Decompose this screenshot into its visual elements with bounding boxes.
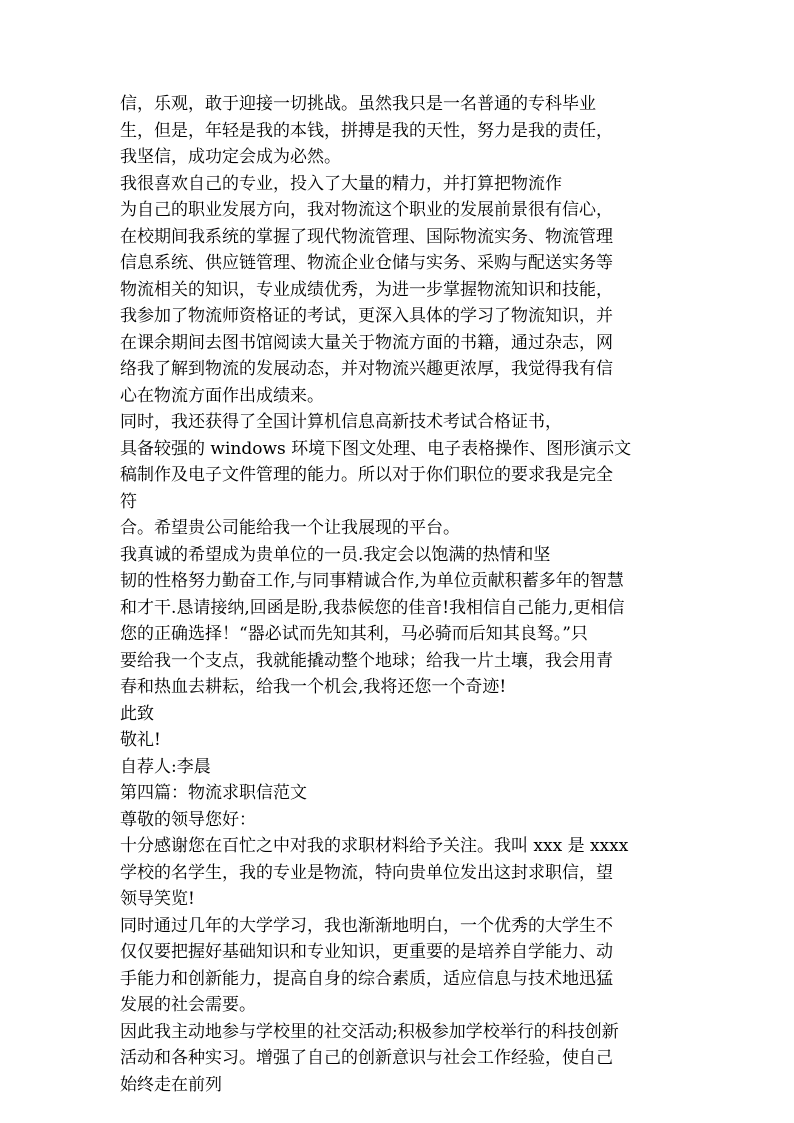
- text-line: 您的正确选择！“器必试而先知其利，马必骑而后知其良驽。”只: [120, 624, 588, 644]
- text-line: 学校的名学生，我的专业是物流，特向贵单位发出这封求职信，望: [120, 862, 613, 883]
- text-line: 心在物流方面作出成绩来。: [120, 385, 324, 406]
- text-line: 手能力和创新能力，提高自身的综合素质，适应信息与技术地迅猛: [120, 968, 613, 989]
- text-line: 因此我主动地参与学校里的社交活动;积极参加学校举行的科技创新: [120, 1021, 619, 1042]
- text-line: 第四篇：物流求职信范文: [120, 783, 307, 803]
- text-line: 我很喜欢自己的专业，投入了大量的精力，并打算把物流作: [120, 173, 562, 194]
- text-line: 在校期间我系统的掌握了现代物流管理、国际物流实务、物流管理: [120, 226, 613, 247]
- text-line: 要给我一个支点，我就能撬动整个地球；给我一片土壤，我会用青: [120, 650, 613, 671]
- text-line: 具备较强的 windows 环境下图文处理、电子表格操作、图形演示文: [120, 438, 632, 459]
- text-line: 同时，我还获得了全国计算机信息高新技术考试合格证书，: [120, 412, 562, 432]
- text-line: 十分感谢您在百忙之中对我的求职材料给予关注。我叫 xxx 是 xxxx: [120, 836, 629, 856]
- text-line: 在课余期间去图书馆阅读大量关于物流方面的书籍，通过杂志，网: [120, 332, 613, 353]
- text-line: 此致: [120, 703, 154, 724]
- text-line: 领导笑览!: [120, 889, 195, 909]
- text-line: 我真诚的希望成为贵单位的一员.我定会以饱满的热情和坚: [120, 544, 551, 565]
- text-line: 合。希望贵公司能给我一个让我展现的平台。: [120, 518, 460, 538]
- text-line: 我坚信，成功定会成为必然。: [120, 147, 341, 167]
- text-line: 自荐人:李晨: [120, 756, 211, 777]
- text-line: 符: [120, 491, 137, 512]
- text-line: 始终走在前列: [120, 1074, 222, 1095]
- document-body: [120, 91, 680, 1098]
- text-line: 我参加了物流师资格证的考试，更深入具体的学习了物流知识，并: [120, 306, 613, 326]
- text-line: 和才干.恳请接纳,回函是盼,我恭候您的佳音!我相信自己能力,更相信: [120, 597, 625, 618]
- text-line: 活动和各种实习。增强了自己的创新意识与社会工作经验，使自己: [120, 1048, 613, 1068]
- text-line: 信，乐观，敢于迎接一切挑战。虽然我只是一名普通的专科毕业: [120, 94, 596, 114]
- text-line: 生，但是，年轻是我的本钱，拼搏是我的天性，努力是我的责任，: [120, 120, 613, 141]
- text-line: 韧的性格努力勤奋工作,与同事精诚合作,为单位贡献积蓄多年的智慧: [120, 571, 624, 591]
- text-line: 尊敬的领导您好：: [120, 809, 256, 830]
- text-line: 稿制作及电子文件管理的能力。所以对于你们职位的要求我是完全: [120, 465, 613, 485]
- text-line: 为自己的职业发展方向，我对物流这个职业的发展前景很有信心，: [120, 200, 613, 220]
- text-line: 同时通过几年的大学学习，我也渐渐地明白，一个优秀的大学生不: [120, 915, 613, 936]
- text-line: 春和热血去耕耘，给我一个机会,我将还您一个奇迹!: [120, 677, 507, 697]
- text-line: 仅仅要把握好基础知识和专业知识，更重要的是培养自学能力、动: [120, 942, 613, 962]
- text-line: 络我了解到物流的发展动态，并对物流兴趣更浓厚，我觉得我有信: [120, 359, 613, 379]
- text-line: 敬礼!: [120, 730, 161, 750]
- text-line: 信息系统、供应链管理、物流企业仓储与实务、采购与配送实务等: [120, 253, 613, 273]
- text-line: 发展的社会需要。: [120, 995, 256, 1015]
- text-line: 物流相关的知识，专业成绩优秀，为进一步掌握物流知识和技能，: [120, 279, 613, 300]
